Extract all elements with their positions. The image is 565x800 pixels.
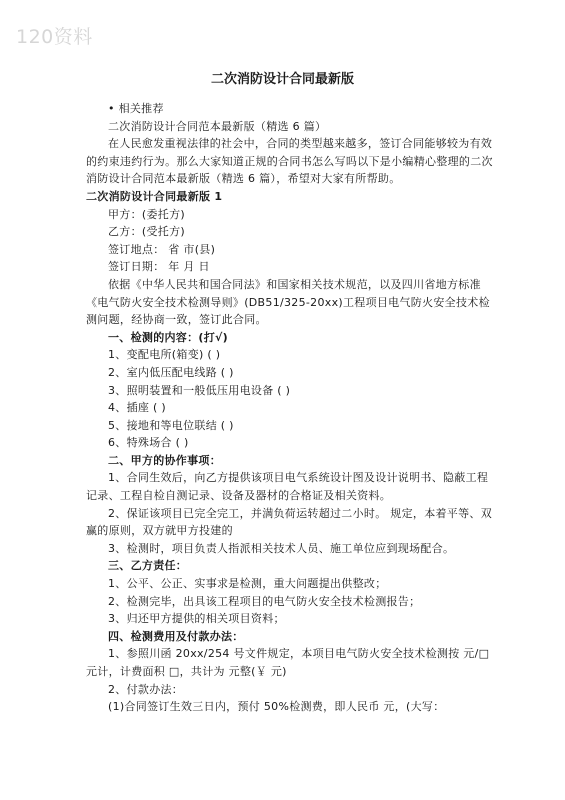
list-item: 1、参照川函 20xx/254 号文件规定，本项目电气防火安全技术检测按 元/□元计，计费面积 □，共计为 元整(￥ 元)	[86, 647, 490, 678]
preamble-paragraph: 依据《中华人民共和国合同法》和国家相关技术规范，以及四川省地方标准《电气防火安全技术检测导则》(DB51/325-20xx)工程项目电气防火安全技术检测问题，经协商一致，签订此合同。	[86, 277, 490, 327]
list-item: 1、变配电所(箱变) ( )	[108, 348, 221, 362]
section-1-heading: 一、检测的内容：(打√)	[108, 330, 228, 344]
list-item: 6、特殊场合 ( )	[108, 436, 189, 450]
list-item: 1、合同生效后，向乙方提供该项目电气系统设计图及设计说明书、隐蔽工程记录、工程自检自测记录、设备及器材的合格证及相关资料。	[86, 471, 489, 503]
section-3-heading: 三、乙方责任：	[108, 559, 188, 573]
list-item: 3、检测时，项目负责人指派相关技术人员、施工单位应到现场配合。	[108, 541, 455, 555]
signing-place: 签订地点： 省 市(县)	[108, 242, 216, 256]
list-item: 3、照明装置和一般低压用电设备 ( )	[108, 383, 291, 397]
list-item: 5、接地和等电位联结 ( )	[108, 418, 234, 432]
list-item: 2、保证该项目已完全完工，并满负荷运转超过二小时。 规定，本着平等、双赢的原则，双方就甲方投建的	[86, 506, 492, 538]
contract-title: 二次消防设计合同最新版 1	[86, 189, 223, 203]
watermark-logo: 120资料	[16, 26, 93, 48]
list-item: 2、室内低压配电线路 ( )	[108, 365, 234, 379]
intro-paragraph: 在人民愈发重视法律的社会中，合同的类型越来越多，签订合同能够较为有效的约束违约行为。那么大家知道正规的合同书怎么写吗以下是小编精心整理的二次消防设计合同范本最新版（精选 6 篇），希望对大家有所帮助。	[86, 137, 493, 186]
section-2-heading: 二、甲方的协作事项：	[108, 453, 221, 467]
list-item: 2、检测完毕，出具该工程项目的电气防火安全技术检测报告；	[108, 594, 421, 608]
document-body	[86, 100, 496, 716]
list-item: (1)合同签订生效三日内，预付 50%检测费，即人民币 元，(大写：	[108, 700, 445, 714]
related-recommendation-link[interactable]: • 相关推荐	[108, 102, 164, 115]
signing-date: 签订日期： 年 月 日	[108, 260, 210, 274]
document-title: 二次消防设计合同最新版	[210, 72, 354, 87]
section-4-heading: 四、检测费用及付款办法：	[108, 629, 244, 643]
intro-subtitle: 二次消防设计合同范本最新版（精选 6 篇）	[108, 119, 327, 133]
list-item: 3、归还甲方提供的相关项目资料；	[108, 612, 285, 626]
party-b: 乙方：(受托方)	[108, 225, 185, 239]
list-item: 2、付款办法：	[108, 682, 184, 696]
party-a: 甲方：(委托方)	[108, 207, 185, 221]
list-item: 4、插座 ( )	[108, 401, 166, 415]
list-item: 1、公平、公正、实事求是检测，重大问题提出供整改；	[108, 577, 387, 591]
